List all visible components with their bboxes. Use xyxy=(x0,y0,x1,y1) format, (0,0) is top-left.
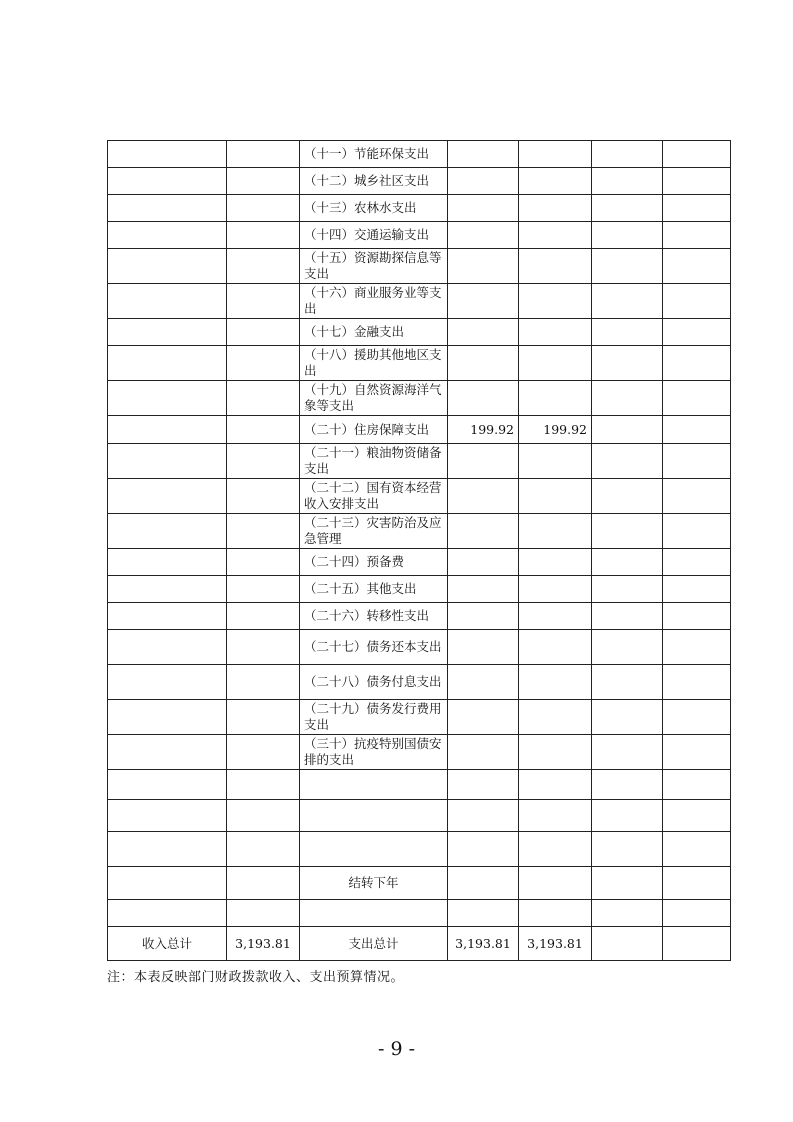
table-cell xyxy=(663,249,731,284)
table-cell xyxy=(663,665,731,700)
expense-value xyxy=(448,284,519,319)
table-cell xyxy=(227,630,300,665)
table-cell xyxy=(592,479,663,514)
table-cell xyxy=(592,168,663,195)
table-cell xyxy=(448,832,519,867)
table-cell xyxy=(108,284,227,319)
expense-item-label: （二十九）债务发行费用支出 xyxy=(300,700,448,735)
table-cell xyxy=(300,770,448,800)
expense-item-label: （十二）城乡社区支出 xyxy=(300,168,448,195)
table-cell xyxy=(448,867,519,900)
table-cell xyxy=(592,700,663,735)
expense-value xyxy=(448,249,519,284)
table-cell xyxy=(592,800,663,832)
table-cell xyxy=(227,479,300,514)
table-cell xyxy=(108,665,227,700)
expense-value xyxy=(448,141,519,168)
expense-item-label: （三十）抗疫特别国债安排的支出 xyxy=(300,735,448,770)
expense-value-2 xyxy=(519,249,592,284)
expense-value xyxy=(448,665,519,700)
expense-value xyxy=(448,700,519,735)
table-cell xyxy=(592,867,663,900)
carry-forward-label: 结转下年 xyxy=(300,867,448,900)
blank-row xyxy=(108,832,731,867)
table-cell xyxy=(108,479,227,514)
table-row xyxy=(108,735,731,770)
table-cell xyxy=(227,381,300,416)
income-total-label: 收入总计 xyxy=(108,927,227,961)
table-cell xyxy=(227,603,300,630)
table-cell xyxy=(663,141,731,168)
expense-item-label: （十五）资源勘探信息等支出 xyxy=(300,249,448,284)
table-cell xyxy=(108,319,227,346)
expense-value xyxy=(448,195,519,222)
expense-item-label: （二十）住房保障支出 xyxy=(300,416,448,444)
table-cell xyxy=(227,770,300,800)
table-cell xyxy=(227,900,300,927)
table-row xyxy=(108,700,731,735)
table-row xyxy=(108,549,731,576)
table-cell xyxy=(663,630,731,665)
table-cell xyxy=(663,284,731,319)
expense-value xyxy=(448,549,519,576)
table-row xyxy=(108,141,731,168)
table-row xyxy=(108,222,731,249)
blank-row xyxy=(108,800,731,832)
expense-value-2 xyxy=(519,141,592,168)
table-cell xyxy=(227,284,300,319)
table-cell xyxy=(592,900,663,927)
expense-value-2 xyxy=(519,603,592,630)
table-cell xyxy=(108,800,227,832)
table-cell xyxy=(108,735,227,770)
expense-value: 199.92 xyxy=(448,416,519,444)
table-note: 注：本表反映部门财政拨款收入、支出预算情况。 xyxy=(107,970,405,985)
table-cell xyxy=(519,770,592,800)
table-cell xyxy=(300,900,448,927)
table-cell xyxy=(108,867,227,900)
table-cell xyxy=(227,249,300,284)
table-cell xyxy=(592,549,663,576)
expense-value xyxy=(448,603,519,630)
table-row xyxy=(108,444,731,479)
table-cell xyxy=(227,514,300,549)
table-cell xyxy=(448,770,519,800)
expense-value xyxy=(448,381,519,416)
table-cell xyxy=(448,800,519,832)
table-cell xyxy=(108,832,227,867)
expense-item-label: （二十五）其他支出 xyxy=(300,576,448,603)
table-cell xyxy=(108,381,227,416)
table-cell xyxy=(663,479,731,514)
table-cell xyxy=(108,770,227,800)
income-total-value: 3,193.81 xyxy=(227,927,300,961)
table-cell xyxy=(108,900,227,927)
table-row xyxy=(108,284,731,319)
table-cell xyxy=(663,832,731,867)
table-row xyxy=(108,319,731,346)
table-cell xyxy=(227,576,300,603)
expense-value-2 xyxy=(519,346,592,381)
table-row xyxy=(108,576,731,603)
table-cell xyxy=(108,416,227,444)
table-row xyxy=(108,479,731,514)
expense-item-label: （十八）援助其他地区支出 xyxy=(300,346,448,381)
table-cell xyxy=(227,665,300,700)
table-cell xyxy=(592,416,663,444)
carry-forward-row xyxy=(108,867,731,900)
table-row xyxy=(108,381,731,416)
expense-value xyxy=(448,319,519,346)
expense-value-2 xyxy=(519,665,592,700)
expense-item-label: （十七）金融支出 xyxy=(300,319,448,346)
table-row xyxy=(108,514,731,549)
table-cell xyxy=(592,665,663,700)
expense-item-label: （十四）交通运输支出 xyxy=(300,222,448,249)
expense-item-label: （二十七）债务还本支出 xyxy=(300,630,448,665)
expense-total-value-2: 3,193.81 xyxy=(519,927,592,961)
expense-item-label: （二十八）债务付息支出 xyxy=(300,665,448,700)
expense-value-2 xyxy=(519,514,592,549)
table-cell xyxy=(663,576,731,603)
expense-value xyxy=(448,479,519,514)
table-cell xyxy=(592,603,663,630)
table-cell xyxy=(108,700,227,735)
table-row xyxy=(108,416,731,444)
table-cell xyxy=(227,141,300,168)
expense-total-label: 支出总计 xyxy=(300,927,448,961)
table-row xyxy=(108,168,731,195)
table-cell xyxy=(227,416,300,444)
table-cell xyxy=(108,222,227,249)
table-cell xyxy=(108,249,227,284)
expense-total-value: 3,193.81 xyxy=(448,927,519,961)
table-cell xyxy=(663,900,731,927)
table-cell xyxy=(519,900,592,927)
table-cell xyxy=(592,346,663,381)
expense-value-2 xyxy=(519,549,592,576)
expense-item-label: （二十一）粮油物资储备支出 xyxy=(300,444,448,479)
expense-value xyxy=(448,630,519,665)
table-row xyxy=(108,195,731,222)
total-row xyxy=(108,927,731,961)
expense-value xyxy=(448,168,519,195)
table-cell xyxy=(108,514,227,549)
table-cell xyxy=(108,141,227,168)
table-cell xyxy=(108,603,227,630)
table-cell xyxy=(663,603,731,630)
expense-item-label: （二十四）预备费 xyxy=(300,549,448,576)
table-cell xyxy=(108,549,227,576)
expense-value-2: 199.92 xyxy=(519,416,592,444)
table-cell xyxy=(592,770,663,800)
table-cell xyxy=(227,222,300,249)
table-cell xyxy=(448,900,519,927)
table-row xyxy=(108,346,731,381)
table-cell xyxy=(108,630,227,665)
expense-value xyxy=(448,222,519,249)
table-cell xyxy=(519,867,592,900)
expense-item-label: （十一）节能环保支出 xyxy=(300,141,448,168)
table-cell xyxy=(300,832,448,867)
expense-value-2 xyxy=(519,381,592,416)
table-cell xyxy=(227,319,300,346)
expense-value xyxy=(448,735,519,770)
expense-item-label: （二十六）转移性支出 xyxy=(300,603,448,630)
table-cell xyxy=(227,168,300,195)
table-cell xyxy=(227,549,300,576)
table-cell xyxy=(663,168,731,195)
table-cell xyxy=(108,195,227,222)
table-cell xyxy=(663,444,731,479)
table-cell xyxy=(592,576,663,603)
table-cell xyxy=(663,222,731,249)
table-cell xyxy=(663,381,731,416)
table-cell xyxy=(592,444,663,479)
expense-item-label: （二十三）灾害防治及应急管理 xyxy=(300,514,448,549)
table-cell xyxy=(592,630,663,665)
table-cell xyxy=(227,700,300,735)
table-cell xyxy=(592,249,663,284)
blank-row xyxy=(108,770,731,800)
expense-item-label: （十三）农林水支出 xyxy=(300,195,448,222)
table-cell xyxy=(592,832,663,867)
table-cell xyxy=(663,770,731,800)
table-cell xyxy=(592,284,663,319)
expense-value-2 xyxy=(519,576,592,603)
table-cell xyxy=(592,381,663,416)
blank-row xyxy=(108,900,731,927)
table-row xyxy=(108,665,731,700)
table-cell xyxy=(227,735,300,770)
expense-item-label: （二十二）国有资本经营收入安排支出 xyxy=(300,479,448,514)
table-row xyxy=(108,630,731,665)
expense-item-label: （十九）自然资源海洋气象等支出 xyxy=(300,381,448,416)
table-cell xyxy=(519,800,592,832)
expense-item-label: （十六）商业服务业等支出 xyxy=(300,284,448,319)
table-cell xyxy=(300,800,448,832)
table-cell xyxy=(227,832,300,867)
table-cell xyxy=(592,514,663,549)
table-cell xyxy=(663,416,731,444)
table-cell xyxy=(592,735,663,770)
table-row xyxy=(108,249,731,284)
expense-value-2 xyxy=(519,284,592,319)
table-cell xyxy=(108,444,227,479)
expense-value-2 xyxy=(519,222,592,249)
table-cell xyxy=(519,832,592,867)
expense-value-2 xyxy=(519,735,592,770)
expense-value xyxy=(448,514,519,549)
table-cell xyxy=(663,927,731,961)
table-cell xyxy=(663,700,731,735)
table-cell xyxy=(592,222,663,249)
expense-value-2 xyxy=(519,168,592,195)
expense-value xyxy=(448,576,519,603)
expense-value-2 xyxy=(519,630,592,665)
table-cell xyxy=(592,927,663,961)
expense-value xyxy=(448,444,519,479)
table-cell xyxy=(663,514,731,549)
table-cell xyxy=(227,867,300,900)
table-cell xyxy=(592,319,663,346)
expense-value-2 xyxy=(519,479,592,514)
table-cell xyxy=(227,800,300,832)
table-cell xyxy=(663,549,731,576)
table-cell xyxy=(663,346,731,381)
page-number: - 9 - xyxy=(377,1038,415,1060)
table-cell xyxy=(108,576,227,603)
table-cell xyxy=(227,346,300,381)
table-cell xyxy=(227,195,300,222)
expense-value-2 xyxy=(519,444,592,479)
table-cell xyxy=(227,444,300,479)
table-cell xyxy=(663,319,731,346)
expense-value xyxy=(448,346,519,381)
table-cell xyxy=(663,867,731,900)
table-cell xyxy=(663,195,731,222)
budget-table xyxy=(107,140,731,961)
table-cell xyxy=(592,141,663,168)
table-cell xyxy=(663,735,731,770)
expense-value-2 xyxy=(519,700,592,735)
expense-value-2 xyxy=(519,195,592,222)
table-cell xyxy=(592,195,663,222)
table-cell xyxy=(663,800,731,832)
table-row xyxy=(108,603,731,630)
expense-value-2 xyxy=(519,319,592,346)
table-cell xyxy=(108,346,227,381)
table-cell xyxy=(108,168,227,195)
